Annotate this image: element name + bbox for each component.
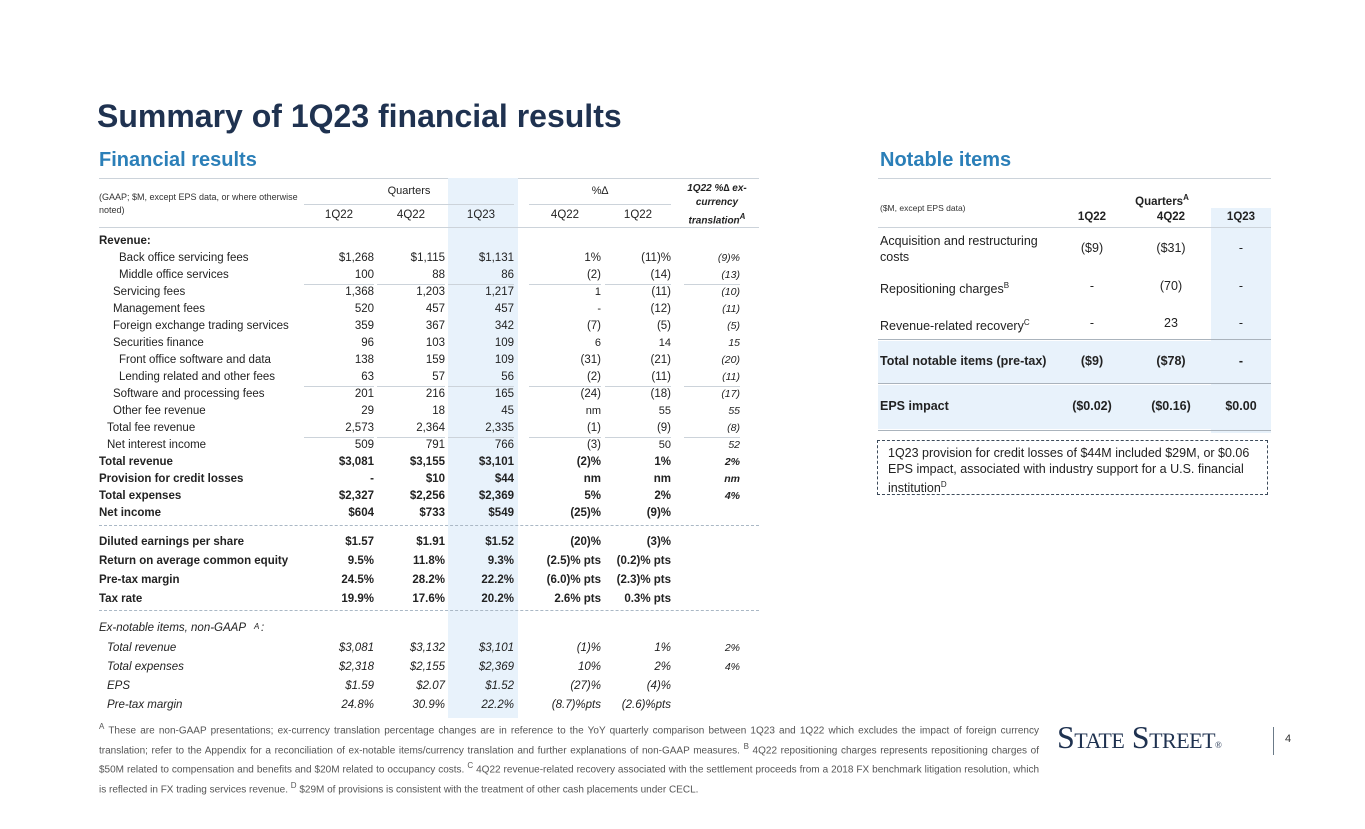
- row-value: 28.2%: [412, 574, 445, 586]
- notable-label-text: Revenue-related recovery: [880, 319, 1024, 334]
- row-value: $1.59: [345, 680, 374, 692]
- row-value: $2.07: [416, 680, 445, 692]
- row-label: Total expenses: [107, 661, 184, 673]
- row-value: (25)%: [570, 507, 601, 519]
- row-label: Foreign exchange trading services: [113, 320, 289, 332]
- ex-currency-header: [681, 182, 753, 228]
- row-value: 201: [354, 388, 374, 400]
- ex-currency-header-text: 1Q22 %∆ ex-currency translation: [687, 183, 747, 227]
- row-value: (13): [721, 269, 740, 281]
- notable-col-1q22: 1Q22: [1077, 211, 1107, 223]
- row-label: Servicing fees: [113, 286, 186, 298]
- row-value: (5): [656, 320, 671, 332]
- table-row: [99, 403, 759, 420]
- footnote-b: 4Q22 repositioning charges represents repositioning charges of $50M related to compensation and benefits and $20M related to occupancy costs.: [99, 745, 1039, 776]
- row-value: 24.8%: [341, 699, 374, 711]
- notable-value: -: [1238, 316, 1244, 330]
- row-value: 22.2%: [481, 699, 514, 711]
- row-value: (11): [651, 286, 671, 298]
- table-row: [99, 659, 759, 676]
- footnotes: [99, 719, 1039, 798]
- row-value: 766: [494, 439, 514, 451]
- row-value: $733: [419, 507, 445, 519]
- row-value: (3)%: [646, 536, 671, 548]
- row-value: 2,573: [345, 422, 374, 434]
- notable-unit-note: ($M, except EPS data): [880, 203, 966, 213]
- row-value: 96: [361, 337, 374, 349]
- notable-value: 23: [1164, 316, 1178, 330]
- row-value: (4)%: [646, 680, 671, 692]
- row-value: -: [370, 473, 374, 485]
- row-label: Lending related and other fees: [119, 371, 276, 383]
- row-value: nm: [585, 405, 601, 417]
- footnote-a: These are non-GAAP presentations; ex-currency translation percentage changes are in reference to the YoY quarterly comparison between 1Q23 and 1Q22 which excludes the impact of foreign currency translation; refer to the Appendix for a reconciliation of ex-notable items/currency translation and further explanations of non-GAAP measures.: [99, 725, 1039, 757]
- row-label: Return on average common equity: [99, 555, 289, 567]
- row-value: (1)%: [576, 642, 601, 654]
- row-value: 100: [354, 269, 374, 281]
- col-4q22: 4Q22: [396, 209, 426, 221]
- row-value: 2%: [724, 642, 740, 654]
- row-value: nm: [583, 473, 601, 485]
- row-value: (2)%: [576, 456, 601, 468]
- row-value: $604: [348, 507, 374, 519]
- notable-header-rule: [878, 227, 1271, 228]
- row-value: 159: [425, 354, 445, 366]
- notable-row-rule: [878, 430, 1271, 431]
- row-value: $1.52: [485, 536, 514, 548]
- notable-value: -: [1238, 354, 1244, 368]
- row-value: 2%: [654, 661, 671, 673]
- footnote-c: 4Q22 revenue-related recovery associated with the settlement proceeds from a 2018 FX benchmark litigation resolution, which is reflected in FX trading services revenue.: [99, 764, 1040, 796]
- row-value: 15: [728, 337, 740, 349]
- page-number: 4: [1285, 733, 1292, 745]
- row-value: $2,256: [409, 490, 445, 502]
- row-value: 45: [501, 405, 514, 417]
- row-value: (1): [586, 422, 601, 434]
- notable-value: -: [1238, 279, 1244, 293]
- pct-group-rule: [529, 204, 671, 205]
- logo-registered-mark: ®: [1215, 740, 1222, 750]
- row-value: 109: [494, 337, 514, 349]
- table-row: [99, 697, 759, 714]
- row-value: (2): [586, 269, 601, 281]
- row-value: 63: [361, 371, 374, 383]
- row-label: Middle office services: [119, 269, 229, 281]
- notable-label-sup: C: [1023, 318, 1030, 327]
- ex-notable-colon: :: [261, 622, 265, 634]
- notable-label-text: Acquisition and restructuring costs: [880, 234, 1038, 264]
- notable-label-text: EPS impact: [880, 399, 949, 413]
- notable-quarters-text: Quarters: [1135, 195, 1184, 208]
- row-value: 1%: [584, 252, 601, 264]
- row-value: (17): [721, 388, 740, 400]
- row-value: 4%: [724, 490, 740, 502]
- row-label: Total revenue: [107, 642, 177, 654]
- row-value: 86: [501, 269, 514, 281]
- row-value: 359: [354, 320, 374, 332]
- row-value: (20)%: [570, 536, 601, 548]
- row-value: (31): [580, 354, 601, 366]
- notable-col-1q23: 1Q23: [1226, 211, 1256, 223]
- table-row: [99, 420, 759, 437]
- row-value: 55: [658, 405, 671, 417]
- table-row: [99, 572, 759, 589]
- table-row: [99, 369, 759, 386]
- row-value: 367: [425, 320, 445, 332]
- row-value: (12): [650, 303, 671, 315]
- row-value: 22.2%: [481, 574, 514, 586]
- table-row: [99, 437, 759, 454]
- row-value: 17.6%: [412, 593, 445, 605]
- footnote-b-sup: B: [743, 741, 749, 751]
- row-value: 55: [728, 405, 740, 417]
- notable-value: ($78): [1156, 354, 1186, 368]
- row-value: nm: [724, 473, 740, 485]
- table-row: [99, 284, 759, 301]
- table-row: [99, 233, 759, 250]
- row-value: -: [597, 303, 601, 315]
- row-value: $3,081: [338, 642, 374, 654]
- row-label: Other fee revenue: [113, 405, 206, 417]
- row-value: (11)%: [641, 252, 671, 264]
- notable-value: -: [1089, 279, 1095, 293]
- notable-items-heading: Notable items: [880, 149, 1012, 171]
- row-value: (20): [721, 354, 740, 366]
- row-value: 50: [658, 439, 671, 451]
- row-label: Total expenses: [99, 490, 182, 502]
- col-pct-4q22: 4Q22: [550, 209, 580, 221]
- row-value: 2.6% pts: [554, 593, 601, 605]
- table-row: [99, 352, 759, 369]
- notable-quarters-label: [1053, 193, 1271, 208]
- row-value: 103: [425, 337, 445, 349]
- row-value: 2%: [724, 456, 740, 468]
- ex-notable-sup: A: [254, 622, 260, 631]
- row-label: Pre-tax margin: [107, 699, 183, 711]
- row-value: 10%: [577, 661, 601, 673]
- row-value: (11): [651, 371, 671, 383]
- row-label: Ex-notable items, non-GAAP: [99, 622, 247, 634]
- note-sup: D: [940, 480, 947, 489]
- footnote-c-sup: C: [467, 761, 474, 771]
- row-value: 1%: [654, 456, 671, 468]
- row-value: 165: [494, 388, 514, 400]
- row-value: 1: [594, 286, 601, 298]
- row-value: (10): [721, 286, 740, 298]
- table-row: [99, 250, 759, 267]
- notable-items-table: [878, 178, 1271, 433]
- row-label: Pre-tax margin: [99, 574, 180, 586]
- row-value: (2.5)% pts: [546, 555, 601, 567]
- row-value: (9)%: [646, 507, 671, 519]
- table-row: [99, 488, 759, 505]
- row-value: 24.5%: [341, 574, 374, 586]
- row-value: 216: [425, 388, 445, 400]
- row-value: 342: [494, 320, 514, 332]
- col-pct-1q22: 1Q22: [623, 209, 653, 221]
- table-row: [99, 640, 759, 657]
- row-value: $44: [494, 473, 514, 485]
- row-value: $3,081: [338, 456, 374, 468]
- row-value: (7): [586, 320, 601, 332]
- notable-row-label: [880, 398, 1050, 414]
- table-row: [99, 471, 759, 488]
- row-value: 20.2%: [481, 593, 514, 605]
- logo-divider: [1273, 727, 1274, 755]
- col-1q22: 1Q22: [324, 209, 354, 221]
- row-value: 14: [658, 337, 671, 349]
- table-row: [99, 301, 759, 318]
- row-value: $2,327: [338, 490, 374, 502]
- row-value: 4%: [724, 661, 740, 673]
- notable-label-text: Total notable items (pre-tax): [880, 354, 1047, 368]
- row-value: 2,364: [416, 422, 445, 434]
- row-value: $10: [425, 473, 445, 485]
- row-value: $1,131: [478, 252, 514, 264]
- dashed-separator: [99, 610, 759, 611]
- row-value: $2,369: [478, 490, 514, 502]
- row-value: 1,203: [416, 286, 445, 298]
- row-value: 457: [494, 303, 514, 315]
- financial-results-table: [99, 178, 759, 718]
- quarters-group-rule: [304, 204, 514, 205]
- row-value: (27)%: [570, 680, 601, 692]
- quarters-group-label: Quarters: [387, 185, 431, 197]
- row-value: (5): [727, 320, 740, 332]
- logo-text: State Street: [1057, 719, 1216, 755]
- row-value: 2,335: [485, 422, 514, 434]
- notable-row-label: [880, 353, 1050, 369]
- row-value: 1%: [654, 642, 671, 654]
- notable-value: ($31): [1156, 241, 1186, 255]
- row-value: 6: [594, 337, 601, 349]
- table-row: [99, 591, 759, 608]
- row-value: $3,101: [478, 456, 514, 468]
- notable-quarters-sup: A: [1183, 193, 1189, 202]
- row-value: 18: [432, 405, 445, 417]
- financial-results-heading: Financial results: [99, 149, 257, 171]
- row-value: $1.57: [345, 536, 374, 548]
- row-value: 791: [425, 439, 445, 451]
- row-value: $2,318: [338, 661, 374, 673]
- row-value: (14): [650, 269, 671, 281]
- row-value: $2,369: [478, 661, 514, 673]
- row-value: 520: [354, 303, 374, 315]
- header-bottom-rule: [99, 227, 759, 228]
- notable-row-label: [880, 315, 1050, 334]
- notable-value: ($0.16): [1151, 399, 1191, 413]
- footnote-d-sup: D: [290, 781, 297, 791]
- row-label: Back office servicing fees: [119, 252, 249, 264]
- note-text: 1Q23 provision for credit losses of $44M included $29M, or $0.06 EPS impact, associated with industry support for a U.S. financial institution: [888, 446, 1250, 496]
- row-value: nm: [653, 473, 671, 485]
- credit-loss-note: [877, 440, 1268, 495]
- unit-note: (GAAP; $M, except EPS data, or where otherwise noted): [99, 192, 298, 215]
- row-value: 56: [501, 371, 514, 383]
- row-value: (2.3)% pts: [616, 574, 671, 586]
- row-label: Software and processing fees: [113, 388, 265, 400]
- row-value: (2.6)%pts: [621, 699, 671, 711]
- row-value: (9): [656, 422, 671, 434]
- table-row: [99, 318, 759, 335]
- table-row: [99, 454, 759, 471]
- row-value: $549: [488, 507, 514, 519]
- table-row: [99, 553, 759, 570]
- ex-currency-sup: A: [739, 212, 746, 221]
- table-row: [99, 620, 759, 637]
- row-value: 509: [354, 439, 374, 451]
- row-value: (24): [580, 388, 601, 400]
- row-value: $3,101: [478, 642, 514, 654]
- row-value: (18): [650, 388, 671, 400]
- row-value: $1.52: [485, 680, 514, 692]
- notable-col-4q22: 4Q22: [1156, 211, 1186, 223]
- row-value: 9.3%: [487, 555, 514, 567]
- table-row: [99, 678, 759, 695]
- row-label: Management fees: [113, 303, 206, 315]
- row-value: 109: [494, 354, 514, 366]
- notable-value: ($0.02): [1072, 399, 1112, 413]
- row-value: 19.9%: [341, 593, 374, 605]
- row-label: Securities finance: [113, 337, 204, 349]
- row-value: (9)%: [717, 252, 740, 264]
- row-value: (11): [722, 303, 740, 315]
- row-value: $3,132: [409, 642, 445, 654]
- row-value: 9.5%: [347, 555, 374, 567]
- table-row: [99, 534, 759, 551]
- row-label: Provision for credit losses: [99, 473, 244, 485]
- row-label: Diluted earnings per share: [99, 536, 245, 548]
- table-row: [99, 335, 759, 352]
- footnote-d: $29M of provisions is consistent with the treatment of other cash placements under CECL.: [299, 784, 699, 796]
- notable-label-text: Repositioning charges: [880, 282, 1004, 297]
- row-label: Revenue:: [99, 235, 151, 247]
- row-value: (21): [650, 354, 671, 366]
- notable-value: ($9): [1080, 354, 1104, 368]
- row-value: $2,155: [409, 661, 445, 673]
- row-value: 0.3% pts: [624, 593, 671, 605]
- notable-value: ($9): [1080, 241, 1104, 255]
- col-1q23: 1Q23: [466, 209, 496, 221]
- notable-value: -: [1238, 241, 1244, 255]
- row-value: 29: [361, 405, 374, 417]
- row-label: Total fee revenue: [107, 422, 196, 434]
- row-value: $1,115: [410, 252, 445, 264]
- row-value: $1,268: [338, 252, 374, 264]
- table-row: [99, 505, 759, 522]
- notable-row-label: [880, 278, 1050, 297]
- page-title: Summary of 1Q23 financial results: [97, 98, 622, 134]
- row-value: 52: [728, 439, 740, 451]
- row-label: Net income: [99, 507, 161, 519]
- row-value: (11): [722, 371, 740, 383]
- row-value: (0.2)% pts: [616, 555, 671, 567]
- table-row: [99, 386, 759, 403]
- row-value: 2%: [654, 490, 671, 502]
- row-value: 30.9%: [412, 699, 445, 711]
- dashed-separator: [99, 525, 759, 526]
- row-value: 11.8%: [413, 555, 445, 567]
- row-value: 5%: [584, 490, 601, 502]
- notable-value: (70): [1159, 279, 1183, 293]
- financial-table-header: [99, 178, 759, 226]
- row-label: Total revenue: [99, 456, 173, 468]
- row-value: 138: [354, 354, 374, 366]
- row-label: EPS: [107, 680, 131, 692]
- row-value: 1,368: [345, 286, 374, 298]
- row-value: (2): [586, 371, 601, 383]
- notable-row-rule: [878, 383, 1271, 384]
- notable-row-rule: [878, 339, 1271, 340]
- row-label: Front office software and data: [119, 354, 271, 366]
- notable-value: -: [1089, 316, 1095, 330]
- row-value: (6.0)% pts: [546, 574, 601, 586]
- footnote-a-sup: A: [99, 722, 105, 731]
- row-value: (8.7)%pts: [551, 699, 601, 711]
- row-value: $1.91: [416, 536, 445, 548]
- row-value: (8): [727, 422, 740, 434]
- row-value: 457: [425, 303, 445, 315]
- row-value: (3): [586, 439, 601, 451]
- notable-label-sup: B: [1003, 281, 1010, 290]
- row-value: 57: [432, 371, 445, 383]
- row-value: 1,217: [485, 286, 514, 298]
- row-value: 88: [432, 269, 445, 281]
- row-value: $3,155: [409, 456, 445, 468]
- state-street-logo: [1057, 719, 1221, 756]
- table-row: [99, 267, 759, 284]
- row-label: Tax rate: [99, 593, 143, 605]
- notable-row-label: [880, 233, 1050, 265]
- row-label: Net interest income: [107, 439, 207, 451]
- notable-value: $0.00: [1225, 399, 1257, 413]
- pct-change-group-label: %∆: [591, 185, 609, 197]
